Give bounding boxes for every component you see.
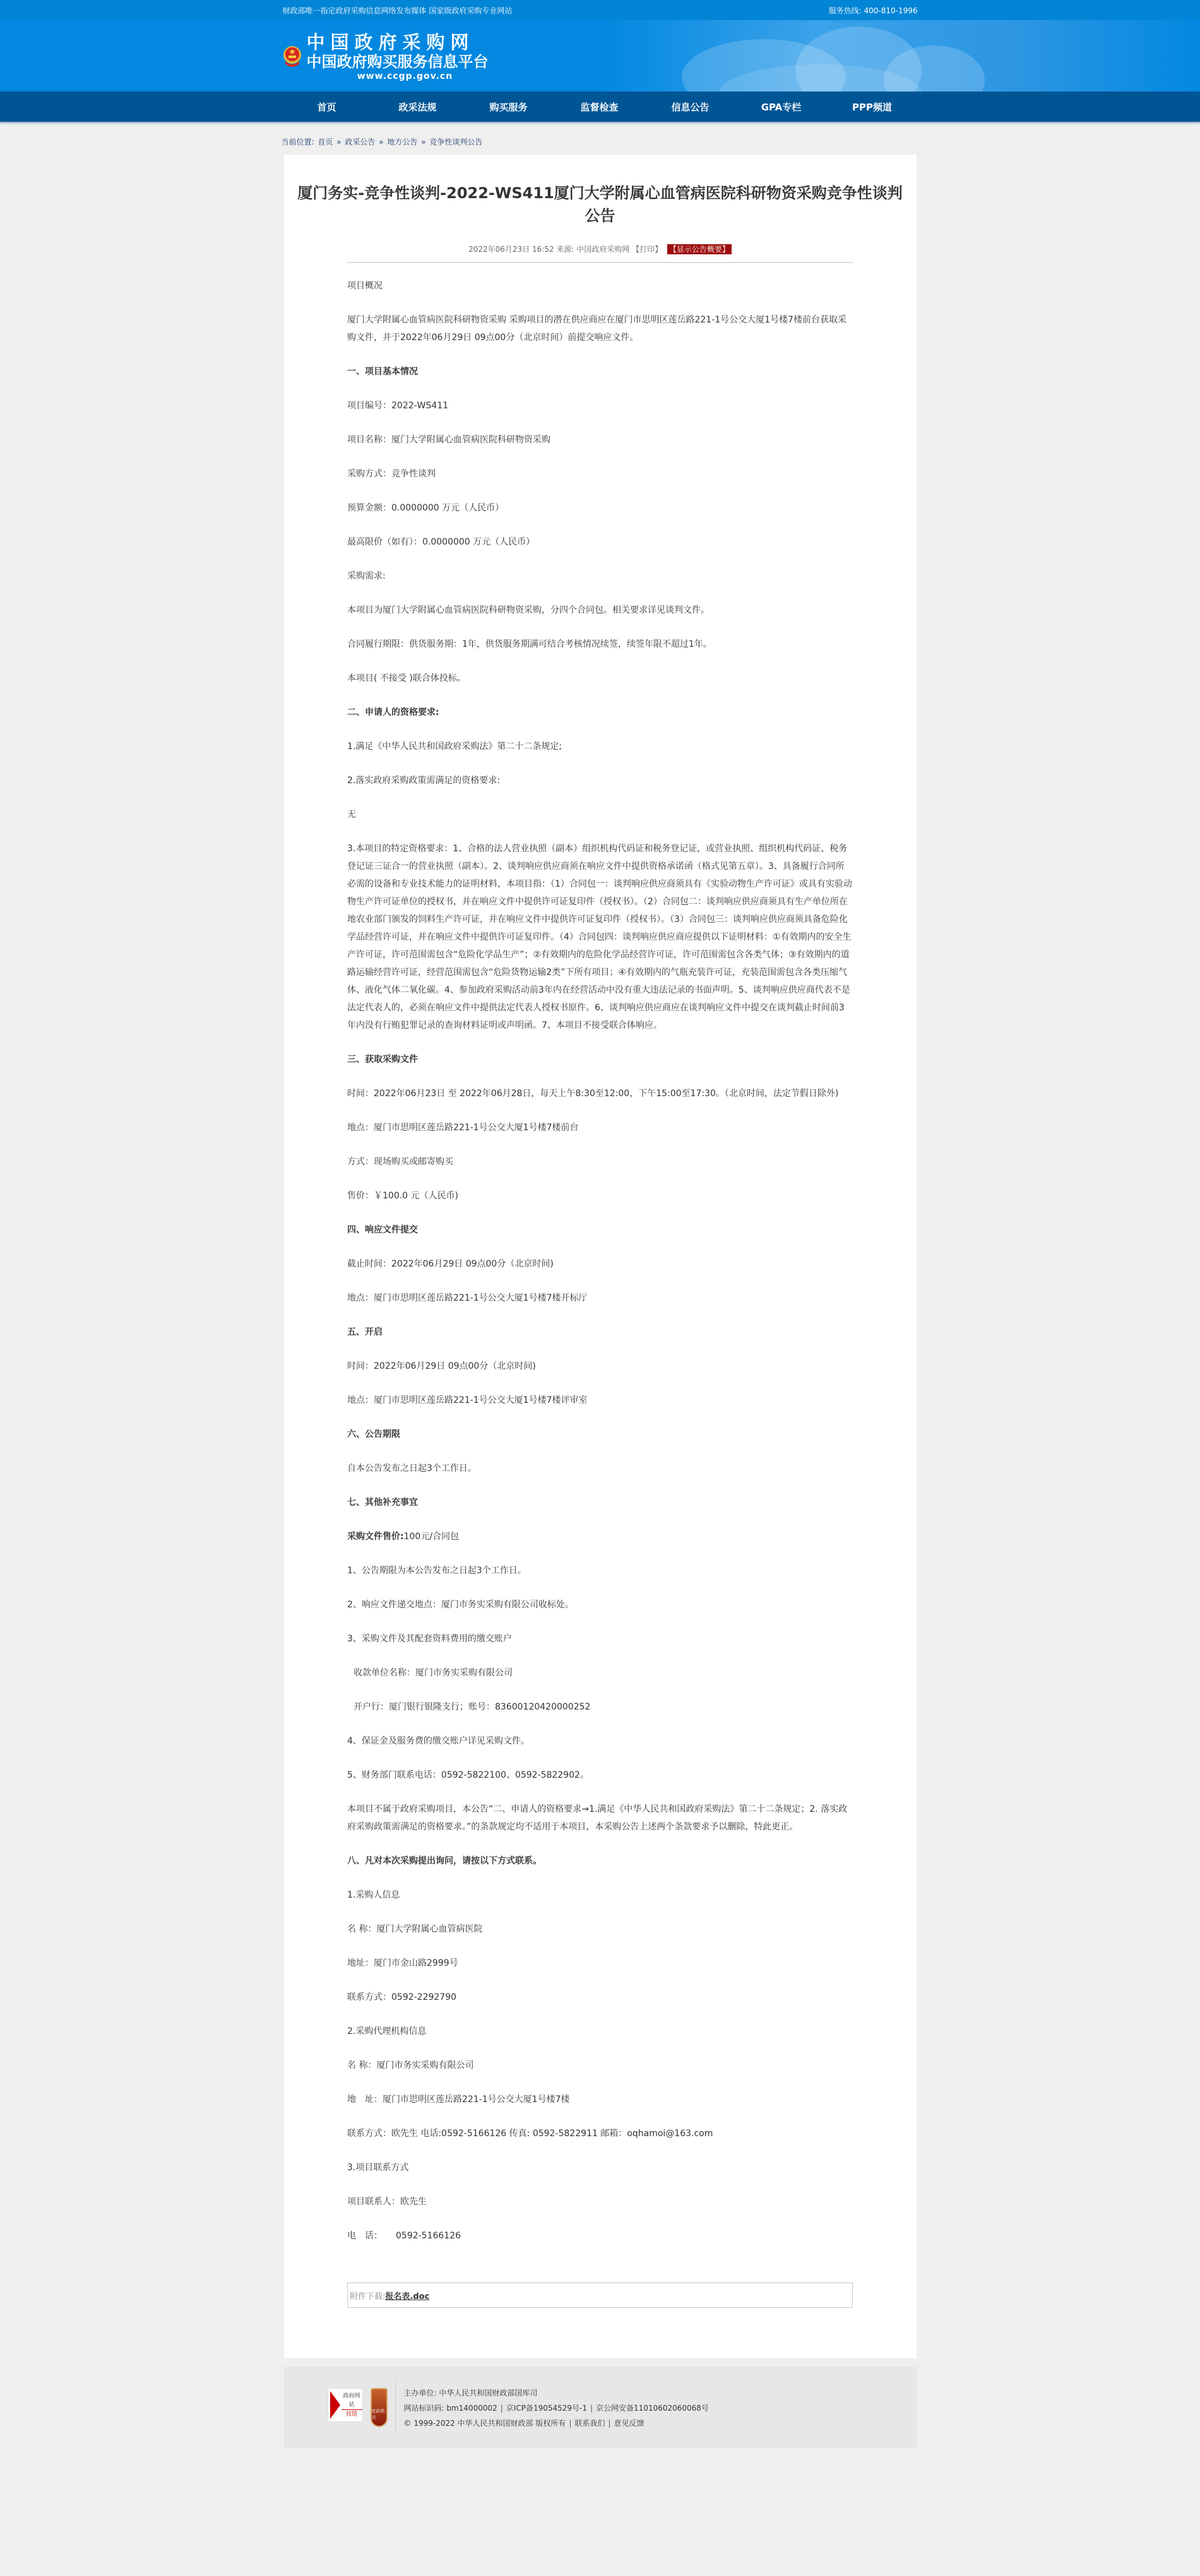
feedback-link[interactable]: 意见反馈 — [614, 2419, 645, 2428]
requirement-2-value: 无 — [347, 810, 356, 820]
logo-subtitle: 中国政府购买服务信息平台 — [306, 53, 489, 71]
logo-title: 中国政府采购网 — [306, 32, 475, 53]
print-link[interactable]: 【打印】 — [632, 245, 663, 254]
notice-period: 自本公告发布之日起3个工作日。 — [347, 1463, 477, 1474]
copyright-row: © 1999-2022 中华人民共和国财政部 版权所有 | 联系我们 | 意见反馈 — [403, 2419, 645, 2428]
project-name: 项目名称：厦门大学附属心血管病医院科研物资采购 — [347, 435, 550, 445]
article-meta — [284, 244, 917, 254]
site-id: 网站标识码: bm14000002 — [403, 2404, 497, 2413]
consortium-policy: 本项目( 不接受 )联合体投标。 — [347, 673, 466, 683]
article-source: 来源: 中国政府采购网 — [556, 245, 630, 254]
attachment-file-link[interactable]: 报名表.doc — [385, 2291, 430, 2301]
gov-site-error-report-badge[interactable] — [328, 2388, 363, 2422]
breadcrumb-current[interactable]: 竞争性谈判公告 — [429, 138, 483, 146]
footer — [284, 2366, 917, 2449]
host-unit: 主办单位: 中华人民共和国财政部国库司 — [403, 2389, 538, 2397]
correction-note: 本项目不属于政府采购项目，本公告“二、申请人的资格要求→1.满足《中华人民共和国政府采购法》第二十二条规定；2. 落实政府采购政策需满足的资格要求。”的条款规定均不适用于本项目，本采购公告上述两个条款要求予以删除，特此更正。 — [347, 1804, 848, 1832]
doc-sale-price — [347, 1528, 853, 1545]
max-price: 最高限价（如有）：0.0000000 万元（人民币） — [347, 537, 535, 547]
supplement-item-4: 4、保证金及服务费的缴交账户详见采购文件。 — [347, 1736, 530, 1746]
section-heading: 二、申请人的资格要求: — [347, 707, 439, 718]
obtain-place: 地点：厦门市思明区莲岳路221-1号公交大厦1号楼7楼前台 — [347, 1123, 579, 1133]
submit-deadline: 截止时间：2022年06月29日 09点00分（北京时间) — [347, 1259, 554, 1269]
breadcrumb-separator: » — [379, 138, 384, 146]
project-contact-title: 3.项目联系方式 — [347, 2163, 409, 2173]
site-logo[interactable] — [283, 32, 489, 82]
agent-contact: 联系方式：欧先生 电话:0592-5166126 传真: 0592-5822911 邮箱：oqhamoi@163.com — [347, 2129, 713, 2139]
requirement-2: 2.落实政府采购政策需满足的资格要求: — [347, 776, 501, 786]
supplement-item-2: 2、响应文件递交地点：厦门市务实采购有限公司收标处。 — [347, 1600, 574, 1610]
buyer-info-title: 1.采购人信息 — [347, 1890, 400, 1900]
opening-time: 时间：2022年06月29日 09点00分（北京时间) — [347, 1361, 536, 1371]
project-contact-person: 项目联系人：欧先生 — [347, 2197, 427, 2207]
show-summary-button[interactable]: 【显示公告概要】 — [667, 244, 732, 254]
requirement-1: 1.满足《中华人民共和国政府采购法》第二十二条规定; — [347, 741, 562, 752]
overview-heading: 项目概况 — [347, 281, 383, 291]
party-gov-organ-badge-icon[interactable] — [371, 2388, 388, 2427]
section-heading: 六、公告期限 — [347, 1429, 400, 1439]
section-heading: 三、获取采购文件 — [347, 1055, 418, 1065]
overview-text: 厦门大学附属心血管病医院科研物资采购 采购项目的潜在供应商应在厦门市思明区莲岳路221-1号公交大厦1号楼7楼前台获取采购文件，并于2022年06月29日 09点00分（北京时间）前提交响应文件。 — [347, 315, 847, 343]
section-heading: 五、开启 — [347, 1327, 383, 1337]
section-heading: 七、其他补充事宜 — [347, 1498, 418, 1508]
supplement-item-3: 3、采购文件及其配套资料费用的缴交账户 — [347, 1634, 512, 1644]
site-identifiers: 网站标识码: bm14000002 | 京ICP备19054529号-1 | 京公网安备11010602060068号 — [403, 2404, 709, 2413]
footer-divider — [395, 2382, 396, 2433]
budget-amount: 预算金额：0.0000000 万元（人民币） — [347, 503, 504, 513]
obtain-way: 方式：现场购买或邮寄购买 — [347, 1157, 453, 1167]
breadcrumb-local-announcements[interactable]: 地方公告 — [387, 138, 418, 146]
badge-bottom-text: 找错 — [342, 2409, 362, 2419]
buyer-contact: 联系方式：0592-2292790 — [347, 1992, 457, 2002]
site-slogan: 财政部唯一指定政府采购信息网络发布媒体 国家级政府采购专业网站 — [282, 6, 513, 15]
section-heading: 八、凡对本次采购提出询问，请按以下方式联系。 — [347, 1856, 542, 1866]
nav-ppp[interactable]: PPP频道 — [852, 101, 892, 113]
copyright: © 1999-2022 中华人民共和国财政部 版权所有 — [403, 2419, 566, 2428]
logo-url: www.ccgp.gov.cn — [357, 71, 453, 81]
doc-sale-price-value: 100元/合同包 — [403, 1532, 460, 1542]
breadcrumb — [282, 122, 919, 155]
bank-account: 开户行：厦门银行银隆支行；账号：83600120420000252 — [353, 1702, 591, 1712]
supplement-item-1: 1、公告期限为本公告发布之日起3个工作日。 — [347, 1566, 526, 1576]
attachment-label: 附件下载: — [350, 2291, 386, 2301]
icp-link[interactable]: 京ICP备19054529号-1 — [506, 2404, 587, 2413]
document-price: 售价：￥100.0 元（人民币) — [347, 1191, 458, 1201]
project-number: 项目编号：2022-WS411 — [347, 401, 449, 411]
article-panel — [284, 155, 917, 2358]
badge2-text: 党政机关 — [371, 2409, 385, 2420]
section-heading: 一、项目基本情况 — [347, 367, 418, 377]
attachment-box — [347, 2283, 853, 2308]
breadcrumb-separator: » — [336, 138, 342, 146]
article-title: 厦门务实-竞争性谈判-2022-WS411厦门大学附属心血管病医院科研物资采购竞争性谈判公告 — [297, 184, 903, 225]
agent-name: 名 称：厦门市务实采购有限公司 — [347, 2060, 474, 2071]
top-bar — [0, 0, 1200, 20]
obtain-time: 时间：2022年06月23日 至 2022年06月28日，每天上午8:30至12:00，下午15:00至17:30。（北京时间，法定节假日除外) — [347, 1089, 839, 1099]
demand-label: 采购需求: — [347, 571, 386, 581]
main-nav — [0, 92, 1200, 122]
publish-date: 2022年06月23日 16:52 — [468, 245, 554, 254]
payee-name: 收款单位名称：厦门市务实采购有限公司 — [353, 1668, 513, 1678]
demand-text: 本项目为厦门大学附属心血管病医院科研物资采购，分四个合同包。相关要求详见谈判文件。 — [347, 605, 710, 615]
nav-gpa[interactable]: GPA专栏 — [761, 101, 802, 113]
breadcrumb-home[interactable]: 首页 — [318, 138, 333, 146]
buyer-address: 地址：厦门市金山路2999号 — [347, 1958, 458, 1968]
requirement-3: 3.本项目的特定资格要求：1、合格的法人营业执照（副本）组织机构代码证和税务登记证，或营业执照、组织机构代码证、税务登记证三证合一的营业执照（副本）。2、谈判响应供应商须在响应文件中提供资格承诺函（格式见第五章）。3、具备履行合同所必需的设备和专业技术能力的证明材料，本项目指：（1）合同包一：谈判响应供应商须具有《实验动物生产许可证》或具有实验动物生产许可证单位的授权书，并在响应文件中提供许可证复印件（授权书）。（2）合同包二：谈判响应供应商须具有生产单位所在地农业部门颁发的饲料生产许可证，并在响应文件中提供许可证复印件（授权书）。（3）合同包三：谈判响应供应商须具备危险化学品经营许可证，并在响应文件中提供许可证复印件。（4）合同包四：谈判响应供应商应提供以下证明材料：①有效期内的安全生产许可证，许可范围需包含“危险化学品生产”；②有效期内的危险化学品经营许可证，许可范围需包含各类气体；③有效期内的道路运输经营许可证，经营范围需包含“危险货物运输2类”下所有项目；④有效期内的气瓶充装许可证，充装范围需包含各类压缩气体、液化气体二氧化碳。4、参加政府采购活动前3年内在经营活动中没有重大违法记录的书面声明。5、谈判响应供应商代表不是法定代表人的，必须在响应文件中提供法定代表人授权书原件。6、谈判响应供应商应在谈判响应文件中提交在谈判截止时间前3年内没有行贿犯罪记录的查询材料证明或声明函。7、本项目不接受联合体响应。 — [347, 844, 852, 1031]
magnifier-icon — [330, 2391, 340, 2419]
footer-info — [404, 2385, 709, 2431]
article-body — [347, 263, 853, 2245]
breadcrumb-gov-announcements[interactable]: 政采公告 — [345, 138, 376, 146]
submit-place: 地点：厦门市思明区莲岳路221-1号公交大厦1号楼7楼开标厅 — [347, 1293, 588, 1303]
police-record-link[interactable]: 京公网安备11010602060068号 — [596, 2404, 709, 2413]
nav-regulations[interactable]: 政采法规 — [398, 101, 437, 113]
supplement-item-5: 5、财务部门联系电话：0592-5822100、0592-5822902。 — [347, 1770, 589, 1780]
banner — [0, 20, 1200, 92]
breadcrumb-prefix: 当前位置: — [281, 138, 314, 146]
buyer-name: 名 称：厦门大学附属心血管病医院 — [347, 1924, 483, 1934]
service-hotline: 服务热线: 400-810-1996 — [828, 6, 918, 15]
doc-sale-price-label: 采购文件售价: — [347, 1532, 404, 1542]
contact-us-link[interactable]: 联系我们 — [574, 2419, 605, 2428]
contract-term: 合同履行期限：供货服务期：1年，供货服务期满可结合考核情况续签，续签年限不超过1年。 — [347, 639, 712, 649]
agent-info-title: 2.采购代理机构信息 — [347, 2026, 427, 2036]
nav-announcements[interactable]: 信息公告 — [671, 101, 710, 113]
agent-address: 地 址：厦门市思明区莲岳路221-1号公交大厦1号楼7楼 — [347, 2094, 570, 2105]
nav-purchase-services[interactable]: 购买服务 — [489, 101, 528, 113]
section-heading: 四、响应文件提交 — [347, 1225, 418, 1235]
nav-home[interactable]: 首页 — [317, 101, 336, 113]
nav-supervision[interactable]: 监督检查 — [580, 101, 619, 113]
procurement-method: 采购方式：竞争性谈判 — [347, 469, 436, 479]
breadcrumb-separator: » — [421, 138, 426, 146]
opening-place: 地点：厦门市思明区莲岳路221-1号公交大厦1号楼7楼评审室 — [347, 1395, 588, 1405]
national-emblem-icon — [283, 37, 302, 76]
project-contact-phone: 电 话： 0592-5166126 — [347, 2231, 461, 2241]
badge-top-text: 政府网站 — [343, 2392, 360, 2408]
